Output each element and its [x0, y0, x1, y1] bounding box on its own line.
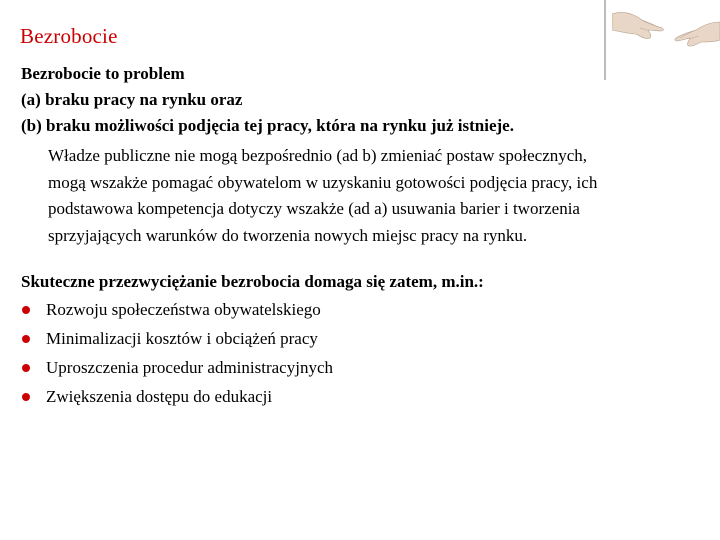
list-item [21, 324, 711, 353]
slide-content [21, 61, 711, 411]
list-item-label: Uproszczenia procedur administracyjnych [46, 358, 333, 377]
explanation-paragraph [48, 143, 711, 249]
list-item [21, 295, 711, 324]
paragraph-line: sprzyjających warunków do tworzenia nowych miejsc pracy na rynku. [48, 225, 528, 245]
paragraph-line: mogą wszakże pomagać obywatelom w uzyskaniu gotowości podjęcia pracy, ich [48, 172, 598, 192]
solutions-heading: Skuteczne przezwyciężanie bezrobocia domaga się zatem, m.in.: [21, 272, 484, 291]
list-item [21, 382, 711, 411]
list-item-label: Minimalizacji kosztów i obciążeń pracy [46, 329, 318, 348]
page-title: Bezrobocie [20, 24, 118, 48]
intro-line-3: (b) braku możliwości podjęcia tej pracy, która na rynku już istnieje. [21, 116, 514, 135]
paragraph-line: Władze publiczne nie mogą bezpośrednio (ad b) zmieniać postaw społecznych, [48, 146, 588, 165]
red-dot-bullet-icon [22, 393, 30, 401]
red-dot-bullet-icon [22, 364, 30, 372]
red-dot-bullet-icon [22, 306, 30, 314]
paragraph-line: podstawowa kompetencja dotyczy wszakże (ad a) usuwania barier i tworzenia [48, 199, 580, 218]
red-dot-bullet-icon [22, 335, 30, 343]
creation-of-adam-hands-icon [612, 0, 720, 60]
intro-line-2: (a) braku pracy na rynku oraz [21, 90, 243, 109]
list-item [21, 353, 711, 382]
list-item-label: Rozwoju społeczeństwa obywatelskiego [46, 300, 321, 319]
solutions-section [21, 269, 711, 411]
solutions-list [21, 295, 711, 411]
list-item-label: Zwiększenia dostępu do edukacji [46, 387, 273, 406]
intro-line-1: Bezrobocie to problem [21, 64, 185, 83]
